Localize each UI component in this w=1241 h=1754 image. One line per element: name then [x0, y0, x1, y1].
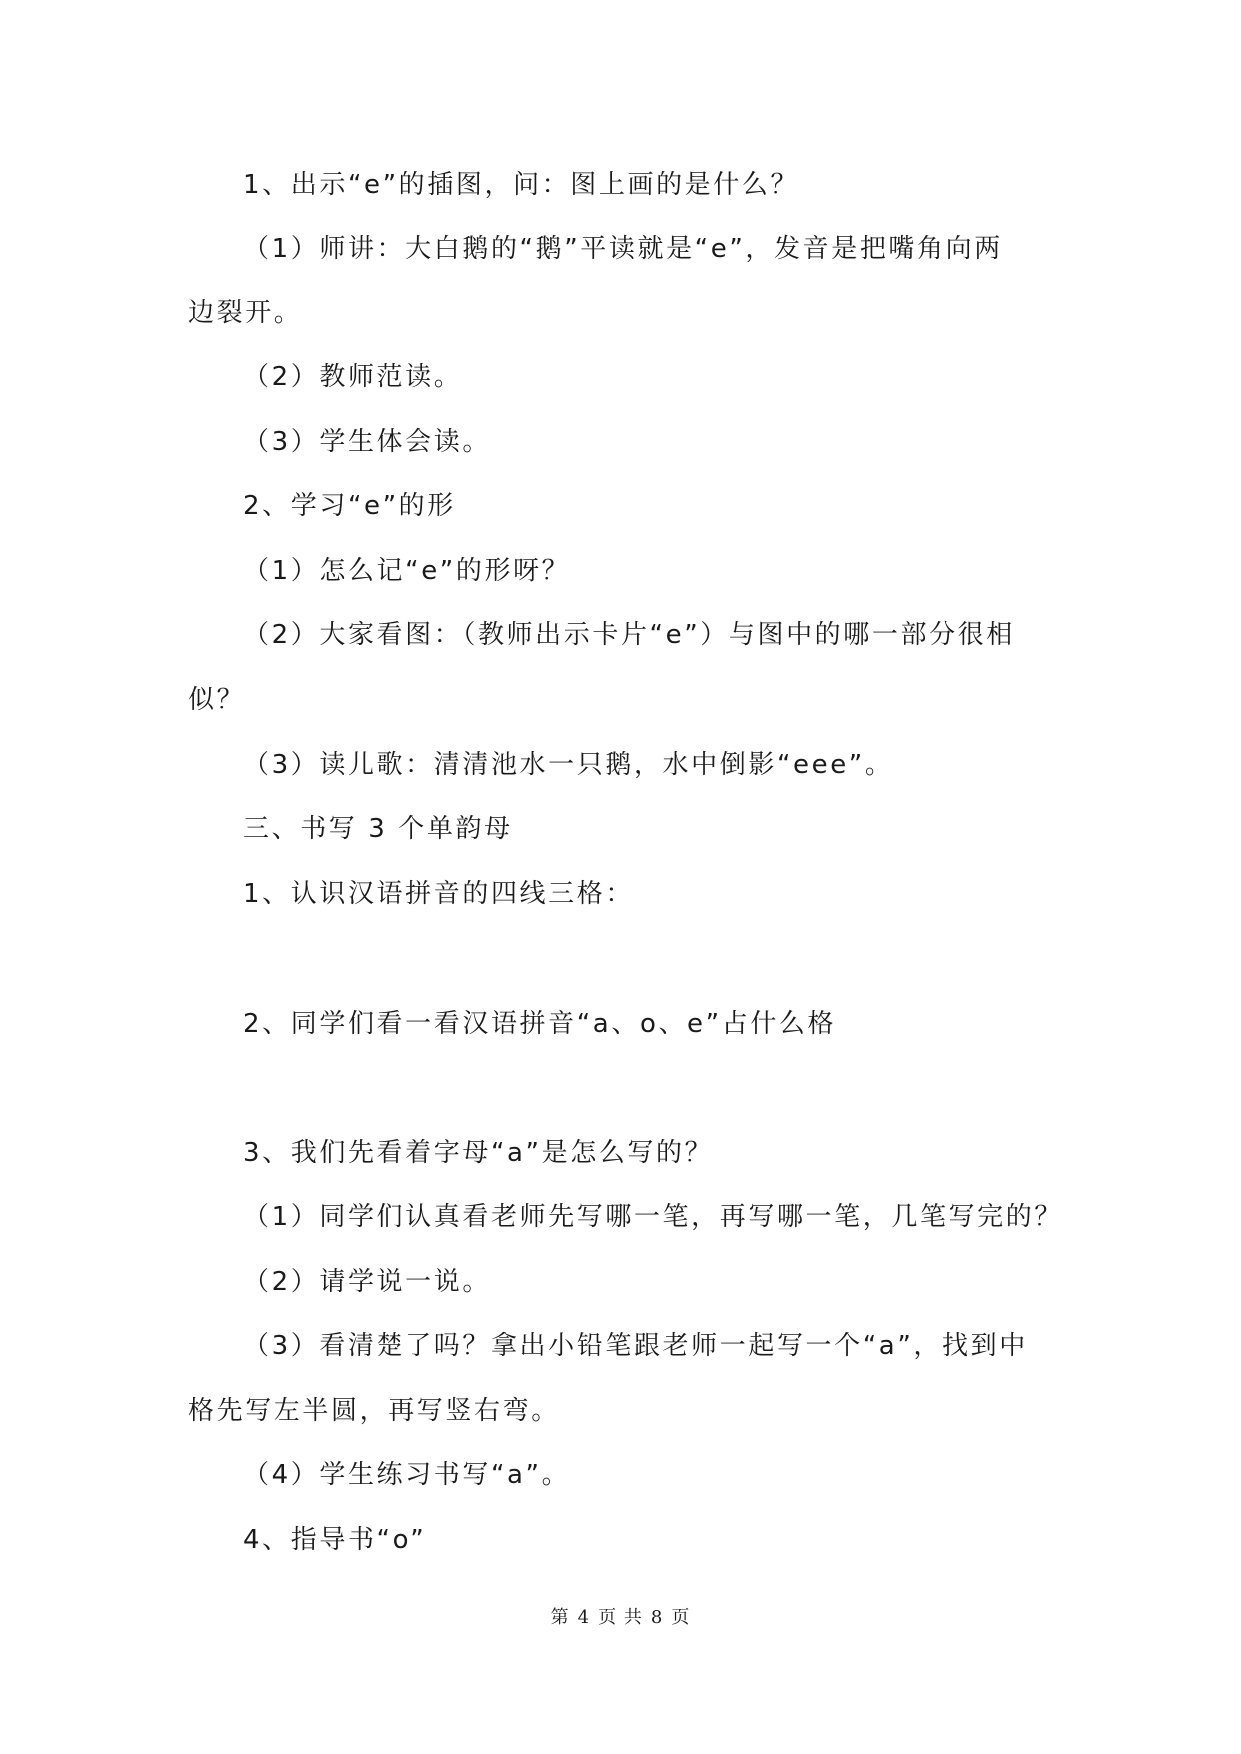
paragraph-line: （3）看清楚了吗？拿出小铅笔跟老师一起写一个“a”，找到中	[243, 1331, 1028, 1361]
paragraph-line: 2、同学们看一看汉语拼音“a、o、e”占什么格	[243, 1009, 837, 1039]
page-footer	[0, 1606, 1241, 1630]
paragraph-line: （4）学生练习书写“a”。	[243, 1460, 571, 1490]
paragraph-line: 格先写左半圆，再写竖右弯。	[188, 1396, 560, 1426]
paragraph-line: 4、指导书“o”	[243, 1525, 427, 1555]
paragraph-line: （1）师讲：大白鹅的“鹅”平读就是“e”，发音是把嘴角向两	[243, 234, 1003, 264]
paragraph-line: 三、书写 3 个单韵母	[243, 814, 513, 844]
paragraph-line: （2）教师范读。	[243, 362, 463, 392]
footer-middle: 页 共	[598, 1607, 643, 1628]
paragraph-line: 3、我们先看着字母“a”是怎么写的？	[243, 1138, 714, 1168]
paragraph-line: （3）学生体会读。	[243, 427, 491, 457]
footer-suffix: 页	[671, 1607, 691, 1628]
paragraph-line: （2）请学说一说。	[243, 1267, 491, 1297]
paragraph-line: （2）大家看图：（教师出示卡片“e”）与图中的哪一部分很相	[243, 620, 1015, 650]
paragraph-line: 1、认识汉语拼音的四线三格：	[243, 879, 634, 909]
footer-total-pages: 8	[650, 1607, 664, 1628]
paragraph-line: （3）读儿歌：清清池水一只鹅，水中倒影“eee”。	[243, 750, 894, 780]
footer-prefix: 第	[550, 1607, 570, 1628]
paragraph-line: （1）怎么记“e”的形呀？	[243, 556, 571, 586]
paragraph-line: （1）同学们认真看老师先写哪一笔，再写哪一笔，几笔写完的？	[243, 1202, 1063, 1232]
paragraph-line: 2、学习“e”的形	[243, 491, 456, 521]
paragraph-line: 边裂开。	[188, 298, 303, 328]
paragraph-line: 1、出示“e”的插图，问：图上画的是什么？	[243, 170, 800, 200]
footer-current-page: 4	[577, 1607, 591, 1628]
paragraph-line: 似？	[188, 685, 246, 715]
